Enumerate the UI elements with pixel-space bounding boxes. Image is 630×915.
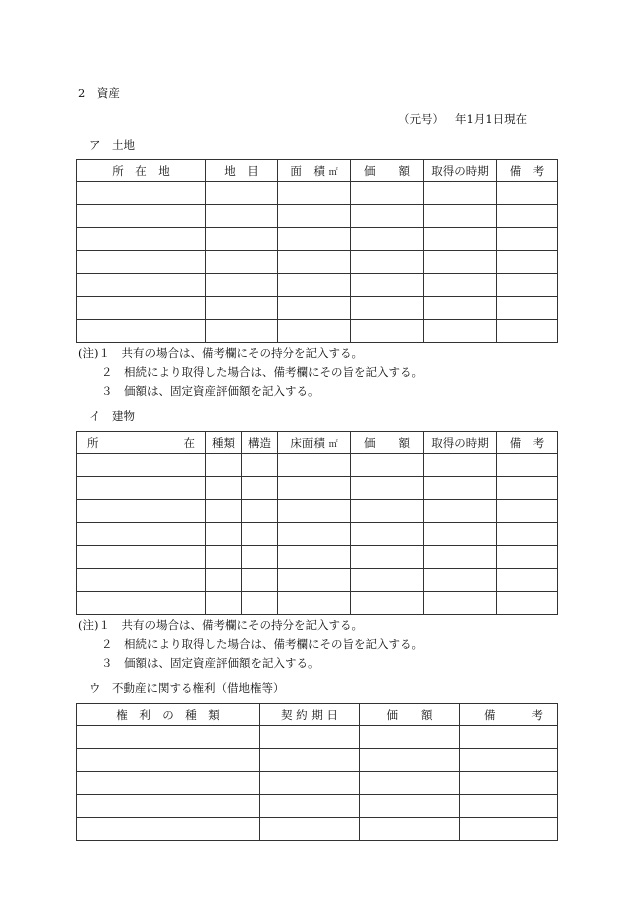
building-header-value: 価 額 (351, 432, 424, 454)
table-cell[interactable] (424, 454, 497, 477)
section-title: 2 資産 (78, 86, 120, 100)
table-cell[interactable] (424, 592, 497, 615)
table-cell[interactable] (497, 205, 558, 228)
building-header-acquired: 取得の時期 (424, 432, 497, 454)
table-cell[interactable] (351, 523, 424, 546)
table-cell[interactable] (242, 477, 278, 500)
table-cell[interactable] (497, 182, 558, 205)
table-cell[interactable] (77, 569, 206, 592)
table-cell[interactable] (77, 228, 206, 251)
table-cell[interactable] (278, 569, 351, 592)
building-heading: イ 建物 (89, 409, 135, 423)
table-cell[interactable] (497, 477, 558, 500)
table-cell[interactable] (351, 182, 424, 205)
building-table (76, 431, 558, 615)
table-cell[interactable] (77, 274, 206, 297)
table-cell[interactable] (206, 546, 242, 569)
building-note-3: ３ 価額は、固定資産評価額を記入する。 (101, 656, 320, 670)
table-row (77, 182, 558, 205)
land-header-location: 所 在 地 (77, 160, 206, 182)
building-header-row (77, 432, 558, 454)
table-cell[interactable] (260, 726, 360, 749)
table-cell[interactable] (424, 205, 497, 228)
table-row (77, 795, 558, 818)
table-cell[interactable] (497, 228, 558, 251)
table-cell[interactable] (260, 795, 360, 818)
table-row (77, 454, 558, 477)
table-cell[interactable] (497, 454, 558, 477)
table-row (77, 320, 558, 343)
building-header-type: 種類 (206, 432, 242, 454)
table-cell[interactable] (278, 477, 351, 500)
table-row (77, 749, 558, 772)
table-cell[interactable] (77, 320, 206, 343)
table-cell[interactable] (351, 205, 424, 228)
table-row (77, 228, 558, 251)
building-header-floor-area: 床面積 ㎡ (278, 432, 351, 454)
table-cell[interactable] (351, 228, 424, 251)
table-cell[interactable] (77, 500, 206, 523)
table-row (77, 477, 558, 500)
building-note-1: (注)１ 共有の場合は、備考欄にその持分を記入する。 (78, 618, 363, 632)
table-cell[interactable] (278, 182, 351, 205)
land-note-3: ３ 価額は、固定資産評価額を記入する。 (101, 384, 320, 398)
table-cell[interactable] (77, 546, 206, 569)
rights-header-row (77, 704, 558, 726)
table-cell[interactable] (77, 477, 206, 500)
table-cell[interactable] (424, 182, 497, 205)
table-row (77, 569, 558, 592)
table-cell[interactable] (497, 274, 558, 297)
table-cell[interactable] (206, 205, 278, 228)
table-cell[interactable] (77, 592, 206, 615)
table-cell[interactable] (77, 205, 206, 228)
table-cell[interactable] (77, 749, 260, 772)
table-cell[interactable] (278, 228, 351, 251)
table-cell[interactable] (206, 569, 242, 592)
table-row (77, 546, 558, 569)
table-cell[interactable] (260, 818, 360, 841)
table-cell[interactable] (278, 274, 351, 297)
table-cell[interactable] (206, 228, 278, 251)
table-cell[interactable] (242, 454, 278, 477)
table-cell[interactable] (206, 523, 242, 546)
table-cell[interactable] (242, 500, 278, 523)
table-cell[interactable] (242, 592, 278, 615)
table-cell[interactable] (360, 749, 460, 772)
table-cell[interactable] (497, 546, 558, 569)
land-header-remarks: 備 考 (497, 160, 558, 182)
table-cell[interactable] (206, 477, 242, 500)
table-cell[interactable] (278, 297, 351, 320)
table-cell[interactable] (351, 320, 424, 343)
table-row (77, 205, 558, 228)
table-row (77, 772, 558, 795)
table-cell[interactable] (278, 251, 351, 274)
table-cell[interactable] (360, 818, 460, 841)
rights-header-contract-date: 契 約 期 日 (260, 704, 360, 726)
table-cell[interactable] (424, 320, 497, 343)
table-row (77, 726, 558, 749)
table-cell[interactable] (460, 772, 558, 795)
table-cell[interactable] (351, 592, 424, 615)
rights-header-remarks: 備 考 (460, 704, 558, 726)
table-cell[interactable] (278, 454, 351, 477)
land-note-1: (注)１ 共有の場合は、備考欄にその持分を記入する。 (78, 346, 363, 360)
land-heading: ア 土地 (89, 138, 135, 152)
table-cell[interactable] (351, 500, 424, 523)
table-cell[interactable] (424, 546, 497, 569)
table-cell[interactable] (206, 251, 278, 274)
building-header-structure: 構造 (242, 432, 278, 454)
table-cell[interactable] (351, 251, 424, 274)
table-cell[interactable] (424, 477, 497, 500)
building-note-2: ２ 相続により取得した場合は、備考欄にその旨を記入する。 (101, 637, 423, 651)
table-cell[interactable] (77, 454, 206, 477)
table-cell[interactable] (360, 726, 460, 749)
table-cell[interactable] (497, 500, 558, 523)
rights-table (76, 703, 558, 841)
table-row (77, 523, 558, 546)
table-cell[interactable] (497, 592, 558, 615)
table-cell[interactable] (424, 297, 497, 320)
table-row (77, 297, 558, 320)
table-cell[interactable] (460, 726, 558, 749)
rights-body (77, 726, 558, 841)
table-cell[interactable] (77, 772, 260, 795)
table-cell[interactable] (77, 297, 206, 320)
table-cell[interactable] (77, 182, 206, 205)
table-cell[interactable] (424, 251, 497, 274)
table-cell[interactable] (351, 477, 424, 500)
land-header-area: 面 積 ㎡ (278, 160, 351, 182)
table-row (77, 818, 558, 841)
table-cell[interactable] (351, 546, 424, 569)
date-era: （元号） (398, 112, 444, 126)
table-cell[interactable] (278, 205, 351, 228)
table-cell[interactable] (278, 500, 351, 523)
table-row (77, 592, 558, 615)
land-note-2: ２ 相続により取得した場合は、備考欄にその旨を記入する。 (101, 365, 423, 379)
table-cell[interactable] (242, 569, 278, 592)
table-cell[interactable] (497, 251, 558, 274)
rights-heading: ウ 不動産に関する権利（借地権等） (89, 681, 285, 695)
table-cell[interactable] (460, 749, 558, 772)
table-cell[interactable] (460, 818, 558, 841)
table-cell[interactable] (360, 795, 460, 818)
table-cell[interactable] (360, 772, 460, 795)
land-header-acquired: 取得の時期 (424, 160, 497, 182)
table-cell[interactable] (206, 500, 242, 523)
table-row (77, 500, 558, 523)
table-cell[interactable] (206, 297, 278, 320)
building-header-remarks: 備 考 (497, 432, 558, 454)
table-cell[interactable] (497, 320, 558, 343)
date-text: 年1月1日現在 (455, 112, 528, 126)
table-cell[interactable] (424, 228, 497, 251)
table-cell[interactable] (260, 749, 360, 772)
table-cell[interactable] (206, 454, 242, 477)
table-cell[interactable] (497, 297, 558, 320)
table-cell[interactable] (351, 274, 424, 297)
table-cell[interactable] (351, 454, 424, 477)
table-cell[interactable] (278, 523, 351, 546)
table-cell[interactable] (424, 523, 497, 546)
table-cell[interactable] (206, 274, 278, 297)
building-header-location: 所 在 (77, 432, 206, 454)
table-row (77, 274, 558, 297)
table-cell[interactable] (278, 546, 351, 569)
table-cell[interactable] (77, 726, 260, 749)
table-row (77, 251, 558, 274)
table-cell[interactable] (242, 523, 278, 546)
table-cell[interactable] (206, 592, 242, 615)
rights-header-type: 権 利 の 種 類 (77, 704, 260, 726)
land-header-value: 価 額 (351, 160, 424, 182)
table-cell[interactable] (460, 795, 558, 818)
table-cell[interactable] (497, 569, 558, 592)
table-cell[interactable] (424, 274, 497, 297)
table-cell[interactable] (77, 795, 260, 818)
table-cell[interactable] (260, 772, 360, 795)
table-cell[interactable] (424, 569, 497, 592)
table-cell[interactable] (77, 523, 206, 546)
table-cell[interactable] (278, 592, 351, 615)
table-cell[interactable] (497, 523, 558, 546)
table-cell[interactable] (206, 320, 278, 343)
land-header-category: 地 目 (206, 160, 278, 182)
table-cell[interactable] (77, 818, 260, 841)
land-table (76, 159, 558, 343)
land-body (77, 182, 558, 343)
table-cell[interactable] (77, 251, 206, 274)
rights-header-value: 価 額 (360, 704, 460, 726)
land-header-row (77, 160, 558, 182)
table-cell[interactable] (351, 297, 424, 320)
table-cell[interactable] (206, 182, 278, 205)
building-body (77, 454, 558, 615)
table-cell[interactable] (424, 500, 497, 523)
table-cell[interactable] (278, 320, 351, 343)
table-cell[interactable] (242, 546, 278, 569)
table-cell[interactable] (351, 569, 424, 592)
